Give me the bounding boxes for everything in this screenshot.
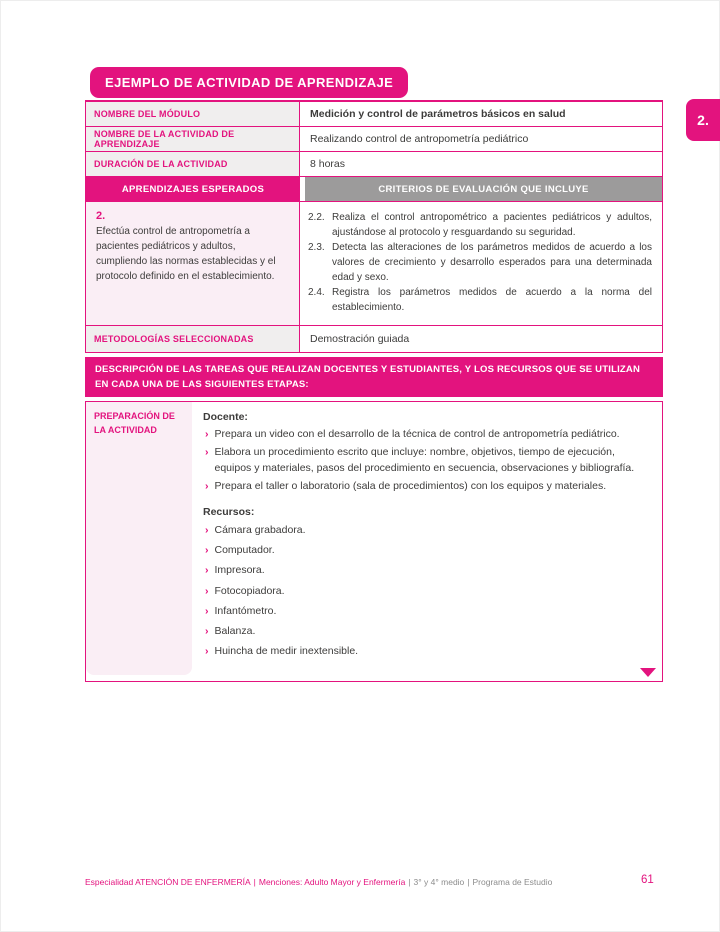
list-item xyxy=(205,563,650,579)
page-title: EJEMPLO DE ACTIVIDAD DE APRENDIZAJE xyxy=(105,75,394,90)
evaluation-criteria-header: CRITERIOS DE EVALUACIÓN QUE INCLUYE xyxy=(305,177,662,201)
list-item-text: Impresora. xyxy=(214,564,265,577)
chevron-bullet-icon: › xyxy=(205,479,209,492)
footer-program-group xyxy=(405,877,552,887)
expected-learning-cell xyxy=(86,202,300,325)
chevron-bullet-icon: › xyxy=(205,523,209,536)
footer-separator: | xyxy=(408,877,411,887)
list-item-text: Prepara el taller o laboratorio (sala de procedimientos) con los equipos y materiales. xyxy=(214,479,607,492)
list-item-text: Fotocopiadora. xyxy=(214,584,285,597)
footer-mentions: Menciones: Adulto Mayor y Enfermería xyxy=(258,877,406,887)
list-item xyxy=(205,604,650,620)
footer-separator: | xyxy=(467,877,470,887)
criterion-number: 2.2. xyxy=(308,212,325,223)
list-item-text: Balanza. xyxy=(214,625,256,638)
chevron-bullet-icon: › xyxy=(205,625,209,638)
recursos-heading: Recursos: xyxy=(203,506,255,519)
chevron-bullet-icon: › xyxy=(205,604,209,617)
chevron-bullet-icon: › xyxy=(205,584,209,597)
table-row-duration xyxy=(86,152,662,177)
criterion-text: Detecta las alteraciones de los parámetros medidos de acuerdo a los valores de crecimiento y desarrollo esperados para una determinada edad y sexo. xyxy=(332,242,652,283)
activity-table xyxy=(85,100,663,353)
list-item-text: Computador. xyxy=(214,544,275,557)
row-value-activity-name: Realizando control de antropometría pediátrico xyxy=(310,133,529,145)
expected-learnings-header: APRENDIZAJES ESPERADOS xyxy=(86,177,300,201)
list-item xyxy=(205,523,650,539)
list-item xyxy=(205,584,650,600)
row-label-module: NOMBRE DEL MÓDULO xyxy=(86,102,300,126)
table-row-methodology xyxy=(86,326,662,352)
criterion-item xyxy=(308,240,652,285)
docente-heading: Docente: xyxy=(203,411,248,424)
preparation-label: PREPARACIÓN DE LA ACTIVIDAD xyxy=(86,402,192,674)
chevron-bullet-icon: › xyxy=(205,544,209,557)
footer-program: Programa de Estudio xyxy=(472,877,553,887)
criterion-number: 2.3. xyxy=(308,242,325,253)
row-label-duration: DURACIÓN DE LA ACTIVIDAD xyxy=(86,152,300,176)
criterion-text: Realiza el control antropométrico a pacientes pediátricos y adultos, ajustándose al protocolo y resguardando su seguridad. xyxy=(332,212,652,238)
row-label-methodology: METODOLOGÍAS SELECCIONADAS xyxy=(86,326,300,352)
list-item xyxy=(205,427,650,443)
list-item-text: Prepara un video con el desarrollo de la técnica de control de antropometría pediátrico. xyxy=(214,428,620,441)
criterion-item xyxy=(308,210,652,240)
list-item xyxy=(205,445,650,477)
list-item-text: Elabora un procedimiento escrito que incluye: nombre, objetivos, tiempo de ejecución, equipos y materiales, pasos del procedimiento en secuencia, observaciones y bibliografía. xyxy=(214,446,635,474)
continuation-arrow-icon xyxy=(640,668,656,677)
criteria-cell xyxy=(300,202,662,325)
section-number-tab xyxy=(686,99,720,141)
list-item xyxy=(205,543,650,559)
row-value-module: Medición y control de parámetros básicos en salud xyxy=(310,108,566,120)
section-number: 2. xyxy=(697,112,709,128)
list-item-text: Cámara grabadora. xyxy=(214,523,306,536)
list-item xyxy=(205,479,650,495)
chevron-bullet-icon: › xyxy=(205,564,209,577)
learning-criteria-row xyxy=(86,202,662,326)
title-tab xyxy=(90,67,408,98)
document-column xyxy=(85,100,663,682)
row-value-duration: 8 horas xyxy=(310,158,346,170)
list-item xyxy=(205,624,650,640)
footer-separator: | xyxy=(253,877,256,887)
chevron-bullet-icon: › xyxy=(205,428,209,441)
chevron-bullet-icon: › xyxy=(205,645,209,658)
expected-learning-number: 2. xyxy=(96,210,106,222)
page-footer xyxy=(85,877,630,887)
list-item-text: Infantómetro. xyxy=(214,604,277,617)
list-item xyxy=(205,644,650,660)
description-banner: DESCRIPCIÓN DE LAS TAREAS QUE REALIZAN DOCENTES Y ESTUDIANTES, Y LOS RECURSOS QUE SE UTILIZAN EN CADA UNA DE LAS SIGUIENTES ETAPAS: xyxy=(85,357,663,397)
row-value-methodology: Demostración guiada xyxy=(310,333,410,345)
page-number: 61 xyxy=(641,874,654,886)
criteria-header-row xyxy=(86,177,662,202)
table-row-module xyxy=(86,102,662,127)
row-label-activity-name: NOMBRE DE LA ACTIVIDAD DE APRENDIZAJE xyxy=(86,127,300,151)
footer-specialty-group xyxy=(85,877,405,887)
table-row-activity-name xyxy=(86,127,662,152)
criterion-text: Registra los parámetros medidos de acuerdo a la norma del establecimiento. xyxy=(332,287,652,313)
preparation-section xyxy=(85,401,663,681)
criterion-item xyxy=(308,285,652,315)
expected-learning-text: Efectúa control de antropometría a pacientes pediátricos y adultos, cumpliendo las normas establecidas y el protocolo definido en el establecimiento. xyxy=(96,226,276,282)
criterion-number: 2.4. xyxy=(308,287,325,298)
chevron-bullet-icon: › xyxy=(205,446,209,459)
footer-level: 3° y 4° medio xyxy=(413,877,465,887)
list-item-text: Huincha de medir inextensible. xyxy=(214,645,359,658)
footer-specialty: Especialidad ATENCIÓN DE ENFERMERÍA xyxy=(85,877,251,887)
